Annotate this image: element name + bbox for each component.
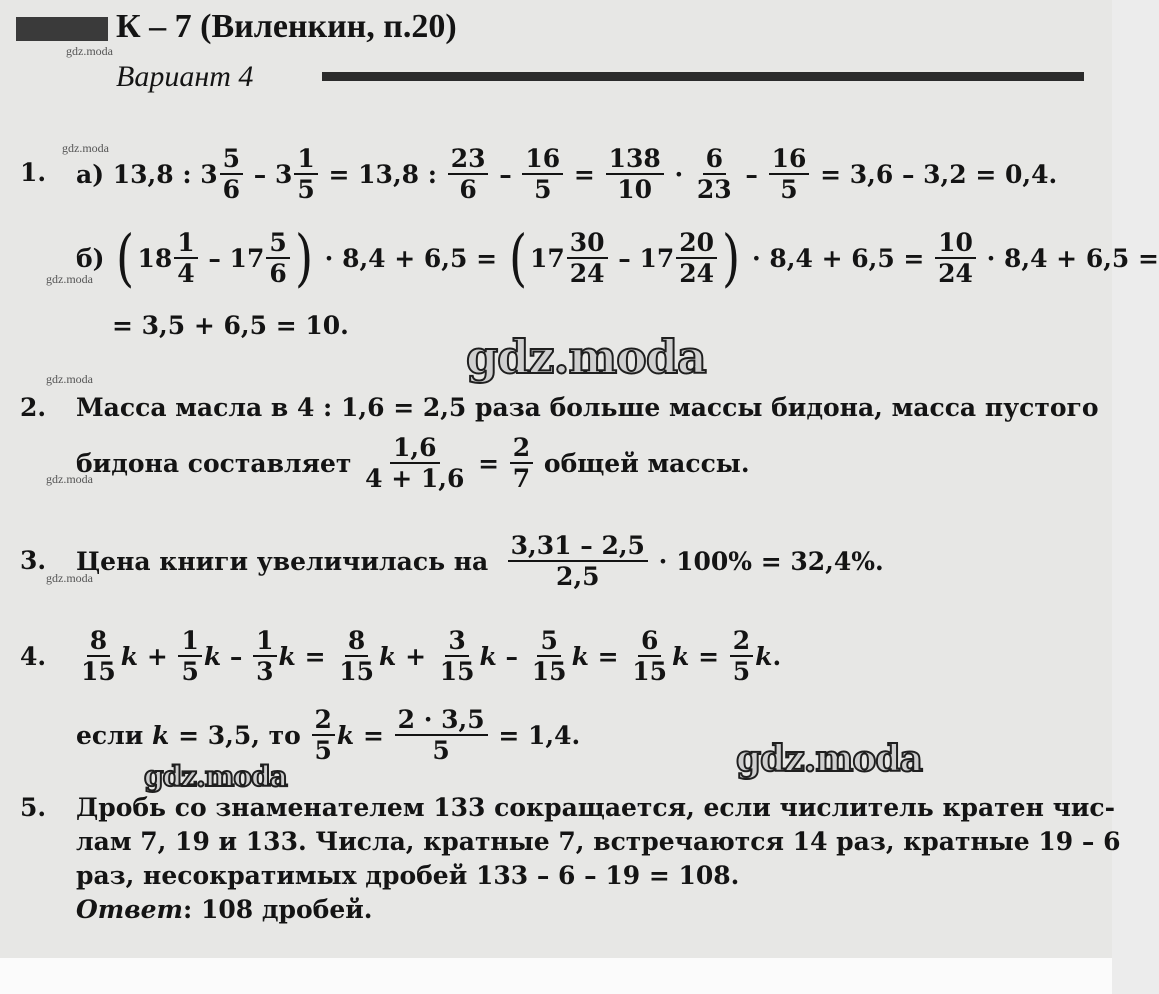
variable-k: k: [120, 641, 139, 671]
problem-number: 3.: [20, 546, 47, 575]
part-label-a: а): [76, 159, 105, 189]
paren-open: (: [508, 221, 527, 294]
problem-number: 2.: [20, 393, 47, 422]
expr-text: =: [469, 448, 508, 478]
fraction: $\frac{20}{24}$: [676, 229, 717, 288]
fraction: $\frac{8}{15}$: [81, 625, 116, 686]
problem-2-line-2: [76, 428, 750, 498]
expr-text: = 3,5,: [169, 720, 269, 750]
paren-close: ): [722, 221, 741, 294]
expr-text: =: [295, 641, 335, 671]
problem-5-line-2: лам 7, 19 и 133. Числа, кратные 7, встречаются 14 раз, кратные 19 – 6: [76, 827, 1121, 856]
text: если: [76, 720, 144, 750]
fraction: $\frac{1,6}{4 + 1,6}$: [365, 432, 465, 493]
fraction: $\frac{8}{15}$: [339, 625, 375, 686]
fraction: $\frac{3}{15}$: [439, 625, 475, 686]
watermark-small: gdz.moda: [46, 472, 93, 486]
answer-label: Ответ: [76, 895, 184, 924]
expr-text: =: [588, 641, 628, 671]
problem-3-line: [76, 526, 884, 596]
watermark-small: gdz.moda: [46, 372, 93, 386]
variable-k: k: [152, 720, 170, 750]
watermark-large: gdz.moda: [736, 738, 922, 780]
text: общей массы.: [543, 448, 750, 478]
watermark-small: gdz.moda: [46, 272, 93, 286]
watermark-large: gdz.moda: [144, 760, 287, 793]
expr-text: –: [221, 641, 252, 671]
fraction: $\frac{3,31 - 2,5}{2,5}$: [508, 532, 648, 591]
fraction: $\frac{30}{24}$: [567, 229, 608, 288]
problem-1b-continuation: = 3,5 + 6,5 = 10.: [112, 311, 349, 340]
fraction: $\frac{16}{5}$: [769, 145, 810, 204]
expr-text: = 13,8 :: [319, 159, 446, 189]
fraction: $\frac{16}{5}$: [522, 145, 563, 204]
variant-rule: [322, 72, 1084, 81]
fraction: $\frac{1}{3}$: [253, 627, 276, 686]
fraction: $\frac{2}{5}$: [312, 706, 335, 765]
fraction: $\frac{5}{6}$: [220, 145, 243, 204]
problem-1b-line: [76, 222, 1159, 294]
problem-number: 4.: [20, 642, 47, 671]
watermark-small: gdz.moda: [46, 571, 93, 585]
problem-4-line-2: [76, 700, 580, 770]
problem-2-line-1: Масса масла в 4 : 1,6 = 2,5 раза больше массы бидона, масса пустого: [76, 393, 1099, 422]
watermark-large: gdz.moda: [466, 330, 706, 384]
fraction: $\frac{138}{10}$: [606, 145, 664, 204]
expr-text: 18: [137, 243, 173, 273]
variable-k: k: [672, 641, 690, 671]
watermark-small: gdz.moda: [66, 44, 113, 58]
expr-text: 13,8 : 3: [112, 159, 218, 189]
expr-text: · 100% = 32,4%.: [649, 546, 884, 576]
variable-k: k: [203, 641, 222, 671]
expr-text: =: [689, 641, 728, 671]
text: бидона составляет: [76, 448, 352, 478]
part-label-b: б): [76, 243, 105, 273]
fraction: $\frac{23}{6}$: [448, 145, 489, 204]
bottom-margin: [0, 958, 1112, 994]
variant-label: Вариант 4: [116, 60, 254, 93]
text: то: [268, 720, 301, 750]
expr-text: · 8,4 + 6,5 =: [977, 243, 1159, 273]
answer-value: : 108 дробей.: [183, 895, 373, 924]
fraction: $\frac{5}{6}$: [266, 229, 289, 288]
page-title: К – 7 (Виленкин, п.20): [116, 8, 457, 45]
expr-text: +: [396, 641, 435, 671]
fraction: $\frac{2}{7}$: [510, 434, 533, 493]
fraction: $\frac{1}{4}$: [174, 229, 197, 288]
fraction: $\frac{1}{5}$: [294, 145, 317, 204]
variable-k: k: [379, 641, 397, 671]
problem-1a-line: [76, 142, 1057, 206]
expr-text: +: [138, 641, 177, 671]
fraction: $\frac{6}{15}$: [632, 625, 668, 686]
paren-open: (: [116, 221, 135, 294]
fraction: $\frac{10}{24}$: [935, 229, 976, 288]
fraction: $\frac{1}{5}$: [178, 627, 201, 686]
variable-k: k: [278, 641, 296, 671]
problem-4-line-1: [76, 620, 781, 692]
problem-number: 1.: [20, 158, 47, 187]
header-marker-block: [16, 17, 108, 41]
expr-text: 17: [529, 243, 565, 273]
watermark-small: gdz.moda: [62, 141, 109, 155]
expr-text: – 17: [199, 243, 265, 273]
expr-text: · 8,4 + 6,5 =: [743, 243, 934, 273]
paren-close: ): [294, 221, 313, 294]
expr-text: = 3,6 – 3,2 = 0,4.: [811, 159, 1058, 189]
expr-text: .: [772, 641, 782, 671]
expr-text: ·: [665, 159, 692, 189]
expr-text: = 1,4.: [489, 720, 581, 750]
expr-text: –: [496, 641, 527, 671]
variable-k: k: [336, 720, 355, 750]
fraction: $\frac{2}{5}$: [730, 627, 753, 686]
expr-text: · 8,4 + 6,5 =: [315, 243, 506, 273]
problem-number: 5.: [20, 793, 47, 822]
fraction: $\frac{2 \cdot 3,5}{5}$: [395, 706, 488, 765]
expr-text: – 17: [609, 243, 675, 273]
variable-k: k: [479, 641, 497, 671]
fraction: $\frac{5}{15}$: [531, 625, 567, 686]
expr-text: – 3: [245, 159, 293, 189]
expr-text: =: [354, 720, 393, 750]
fraction: $\frac{6}{23}$: [696, 143, 732, 204]
variable-k: k: [755, 641, 773, 671]
problem-5-line-3: раз, несократимых дробей 133 – 6 – 19 = 108.: [76, 861, 740, 890]
expr-text: –: [736, 159, 767, 189]
text: Цена книги увеличилась на: [76, 546, 489, 576]
problem-5-answer: [76, 895, 372, 924]
variable-k: k: [571, 641, 589, 671]
expr-text: –: [490, 159, 521, 189]
problem-5-line-1: Дробь со знаменателем 133 сокращается, если числитель кратен чис-: [76, 793, 1116, 822]
expr-text: =: [565, 159, 604, 189]
